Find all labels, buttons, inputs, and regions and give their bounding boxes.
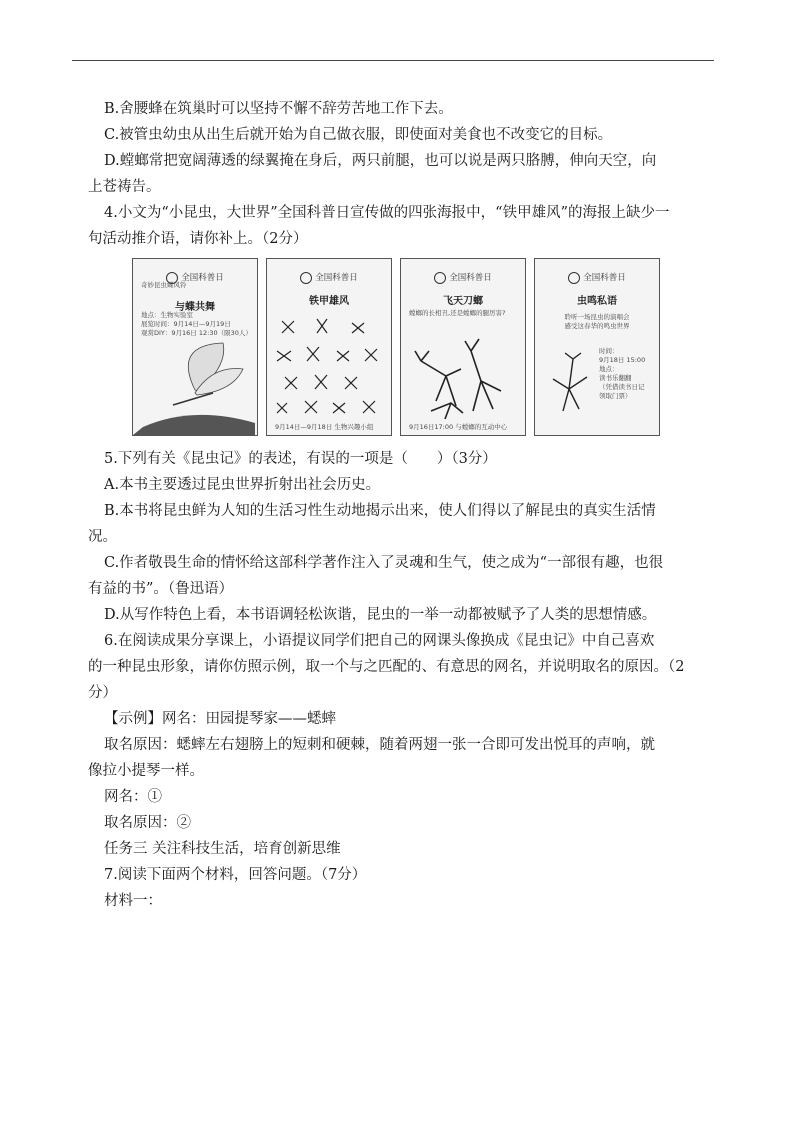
science-day-logo-icon xyxy=(434,272,446,284)
option-b: B.舍腰蜂在筑巢时可以坚持不懈不辞劳苦地工作下去。 xyxy=(104,101,453,117)
question-5-option-d: D.从写作特色上看，本书语调轻松诙谐，昆虫的一举一动都被赋予了人类的思想情感。 xyxy=(104,607,657,623)
question-6-line1: 6.在阅读成果分享课上，小语提议同学们把自己的网课头像换成《昆虫记》中自己喜欢 xyxy=(104,633,655,649)
question-5-option-c-line2: 有益的书”。（鲁迅语） xyxy=(88,581,234,597)
poster-cricket xyxy=(534,258,660,436)
question-7: 7.阅读下面两个材料，回答问题。（7分） xyxy=(104,867,367,883)
poster-title: 飞天刀螂 xyxy=(443,296,483,307)
poster-header xyxy=(535,265,659,291)
question-6-line2: 的一种昆虫形象，请你仿照示例，取一个与之匹配的、有意思的网名，并说明取名的原因。（2 xyxy=(88,659,685,675)
poster-title: 铁甲雄风 xyxy=(309,296,349,307)
example-name: 【示例】网名：田园提琴家——蟋蟀 xyxy=(104,711,336,727)
poster-header xyxy=(401,265,525,291)
science-day-logo-icon xyxy=(300,272,312,284)
poster-butterfly xyxy=(132,258,258,436)
question-5: 5.下列有关《昆虫记》的表述，有误的一项是（ ）（3分） xyxy=(104,451,497,467)
poster-header-text: 全国科普日 xyxy=(583,273,626,283)
poster-line: 9月16日17:00 与螳螂的互动中心 xyxy=(409,423,508,431)
task-3-heading: 任务三 关注科技生活，培育创新思维 xyxy=(104,841,341,857)
poster-header-text: 全国科普日 xyxy=(449,273,492,283)
poster-line: 时间： xyxy=(599,347,619,355)
poster-title: 与蝶共舞 xyxy=(175,302,215,313)
poster-header-text: 全国科普日 xyxy=(315,273,358,283)
question-5-option-a: A.本书主要透过昆虫世界折射出社会历史。 xyxy=(104,477,381,493)
poster-line: 螳螂的长相丑,还是螳螂的腿厉害? xyxy=(409,309,506,317)
poster-title: 虫鸣私语 xyxy=(577,296,617,307)
science-day-logo-icon xyxy=(568,272,580,284)
poster-line: 奇妙昆虫蝶风铃 xyxy=(141,281,187,289)
option-c: C.被管虫幼虫从出生后就开始为自己做衣服，即使面对美食也不改变它的目标。 xyxy=(104,127,613,143)
butterfly-illustration-icon xyxy=(133,335,257,435)
example-reason-line2: 像拉小提琴一样。 xyxy=(88,763,204,779)
question-5-option-c-line1: C.作者敬畏生命的情怀给这部科学著作注入了灵魂和生气，使之成为“一部很有趣，也很 xyxy=(104,555,664,571)
poster-line: 感受这春华的鸣虫世界 xyxy=(564,322,630,330)
document-body xyxy=(88,96,714,914)
poster-line: 地点： xyxy=(599,365,619,373)
question-6-line3: 分） xyxy=(88,685,117,701)
poster-line: 聆听一场昆虫的演唱会 xyxy=(564,313,630,321)
option-d-line2: 上苍祷告。 xyxy=(88,179,161,195)
poster-line: 领取门票） xyxy=(599,392,632,400)
poster-line: （凭借读书日记 xyxy=(599,383,645,391)
net-name-blank: 网名：① xyxy=(104,789,162,805)
option-d-line1: D.螳螂常把宽阔薄透的绿翼掩在身后，两只前腿，也可以说是两只胳膊，伸向天空，向 xyxy=(104,153,657,169)
question-5-option-b-line1: B.本书将昆虫鲜为人知的生活习性生动地揭示出来，使人们得以了解昆虫的真实生活情 xyxy=(104,503,656,519)
question-4-line2: 句活动推介语，请你补上。（2分） xyxy=(88,231,308,247)
poster-strip xyxy=(132,258,662,440)
beetle-pattern-icon xyxy=(267,311,391,421)
poster-mantis xyxy=(400,258,526,436)
poster-line: 观赏DIY：9月16日 12:30（限30人） xyxy=(141,329,252,337)
poster-line: 9月18日 15:00 xyxy=(599,356,646,364)
question-5-option-b-line2: 况。 xyxy=(88,529,117,545)
poster-header-text: 全国科普日 xyxy=(181,273,224,283)
example-reason-line1: 取名原因：蟋蟀左右翅膀上的短刺和硬棘，随着两翅一张一合即可发出悦耳的声响，就 xyxy=(104,737,655,753)
question-4-line1: 4.小文为“小昆虫，大世界”全国科普日宣传做的四张海报中，“铁甲雄风”的海报上缺少一 xyxy=(104,205,670,221)
poster-header xyxy=(267,265,391,291)
header-rule xyxy=(72,60,714,61)
mantis-illustration-icon xyxy=(401,321,525,421)
poster-beetle xyxy=(266,258,392,436)
reason-blank: 取名原因：② xyxy=(104,815,191,831)
poster-line: 读书乐翻翻 xyxy=(599,374,632,382)
poster-line: 展览时间：9月14日—9月19日 xyxy=(141,320,231,328)
poster-line: 9月14日—9月18日 生物兴趣小组 xyxy=(275,423,374,431)
cricket-illustration-icon xyxy=(543,349,603,419)
poster-line: 地点：生物实验室 xyxy=(141,311,193,319)
material-1-label: 材料一： xyxy=(104,893,162,909)
